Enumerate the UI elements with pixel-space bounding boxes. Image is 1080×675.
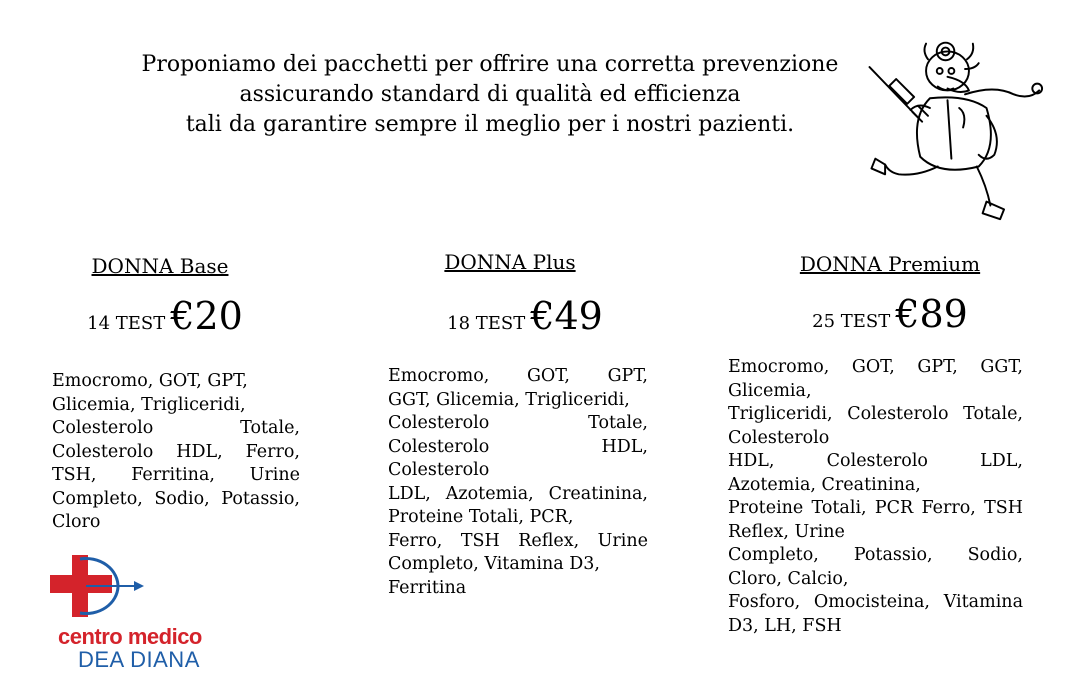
test-line: Colesterolo [728, 427, 830, 448]
test-line: Emocromo, GOT, GPT, [52, 371, 248, 391]
price: €20 [170, 294, 243, 338]
test-line: HDL, Colesterolo LDL, [728, 451, 1023, 471]
test-line: Ferritina [388, 577, 467, 598]
test-list [728, 356, 1023, 638]
test-line: D3, LH, FSH [728, 615, 842, 636]
test-line: Trigliceridi, Colesterolo Totale, [728, 404, 1023, 424]
logo-text-line2: DEA DIANA [78, 647, 200, 672]
price: €89 [895, 292, 968, 336]
test-line: Ferro, TSH Reflex, Urine [388, 530, 648, 551]
test-count: 25 TEST [812, 311, 891, 332]
package-price-row [420, 294, 630, 338]
test-line: Reflex, Urine [728, 521, 845, 542]
test-line: Colesterolo Totale, [388, 413, 648, 433]
price: €49 [530, 294, 603, 338]
test-line: Completo, Potassio, Sodio, [728, 545, 1023, 565]
test-line: Cloro [52, 512, 101, 532]
package-price-row [785, 292, 995, 336]
intro-line: Proponiamo dei pacchetti per offrire una corretta prevenzione [141, 52, 839, 77]
test-line: Cloro, Calcio, [728, 568, 849, 589]
doctor-cartoon-icon [850, 30, 1045, 225]
test-count: 18 TEST [447, 313, 526, 334]
test-line: Glicemia, [728, 380, 812, 401]
package-title: DONNA Premium [799, 252, 981, 276]
test-line: Completo, Sodio, Potassio, [52, 488, 300, 509]
package-title: DONNA Base [91, 254, 229, 278]
package-price-row [60, 294, 270, 338]
test-line: Colesterolo Totale, [52, 418, 300, 438]
test-line: TSH, Ferritina, Urine [52, 465, 300, 485]
test-line: Emocromo, GOT, GPT, [388, 366, 648, 386]
test-line: Completo, Vitamina D3, [388, 554, 600, 574]
test-line: Emocromo, GOT, GPT, GGT, [728, 357, 1023, 377]
intro-text [100, 50, 880, 140]
test-line: LDL, Azotemia, Creatinina, [388, 483, 648, 504]
test-line: Proteine Totali, PCR, [388, 507, 574, 527]
test-count: 14 TEST [87, 313, 166, 334]
intro-line: assicurando standard di qualità ed efficienza [239, 82, 741, 107]
intro-line: tali da garantire sempre il meglio per i nostri pazienti. [185, 112, 795, 137]
test-line: Colesterolo [388, 460, 490, 480]
test-line: Colesterolo HDL, [388, 436, 648, 457]
test-line: Azotemia, Creatinina, [728, 474, 921, 495]
logo-text-line1: centro medico [58, 624, 202, 649]
test-list [388, 365, 648, 600]
test-list [52, 370, 300, 535]
test-line: Colesterolo HDL, Ferro, [52, 441, 300, 462]
test-line: GGT, Glicemia, Trigliceridi, [388, 389, 630, 410]
test-line: Glicemia, Trigliceridi, [52, 394, 246, 415]
test-line: Fosforo, Omocisteina, Vitamina [728, 592, 1023, 612]
test-line: Proteine Totali, PCR Ferro, TSH [728, 498, 1023, 518]
package-title: DONNA Plus [444, 250, 576, 274]
